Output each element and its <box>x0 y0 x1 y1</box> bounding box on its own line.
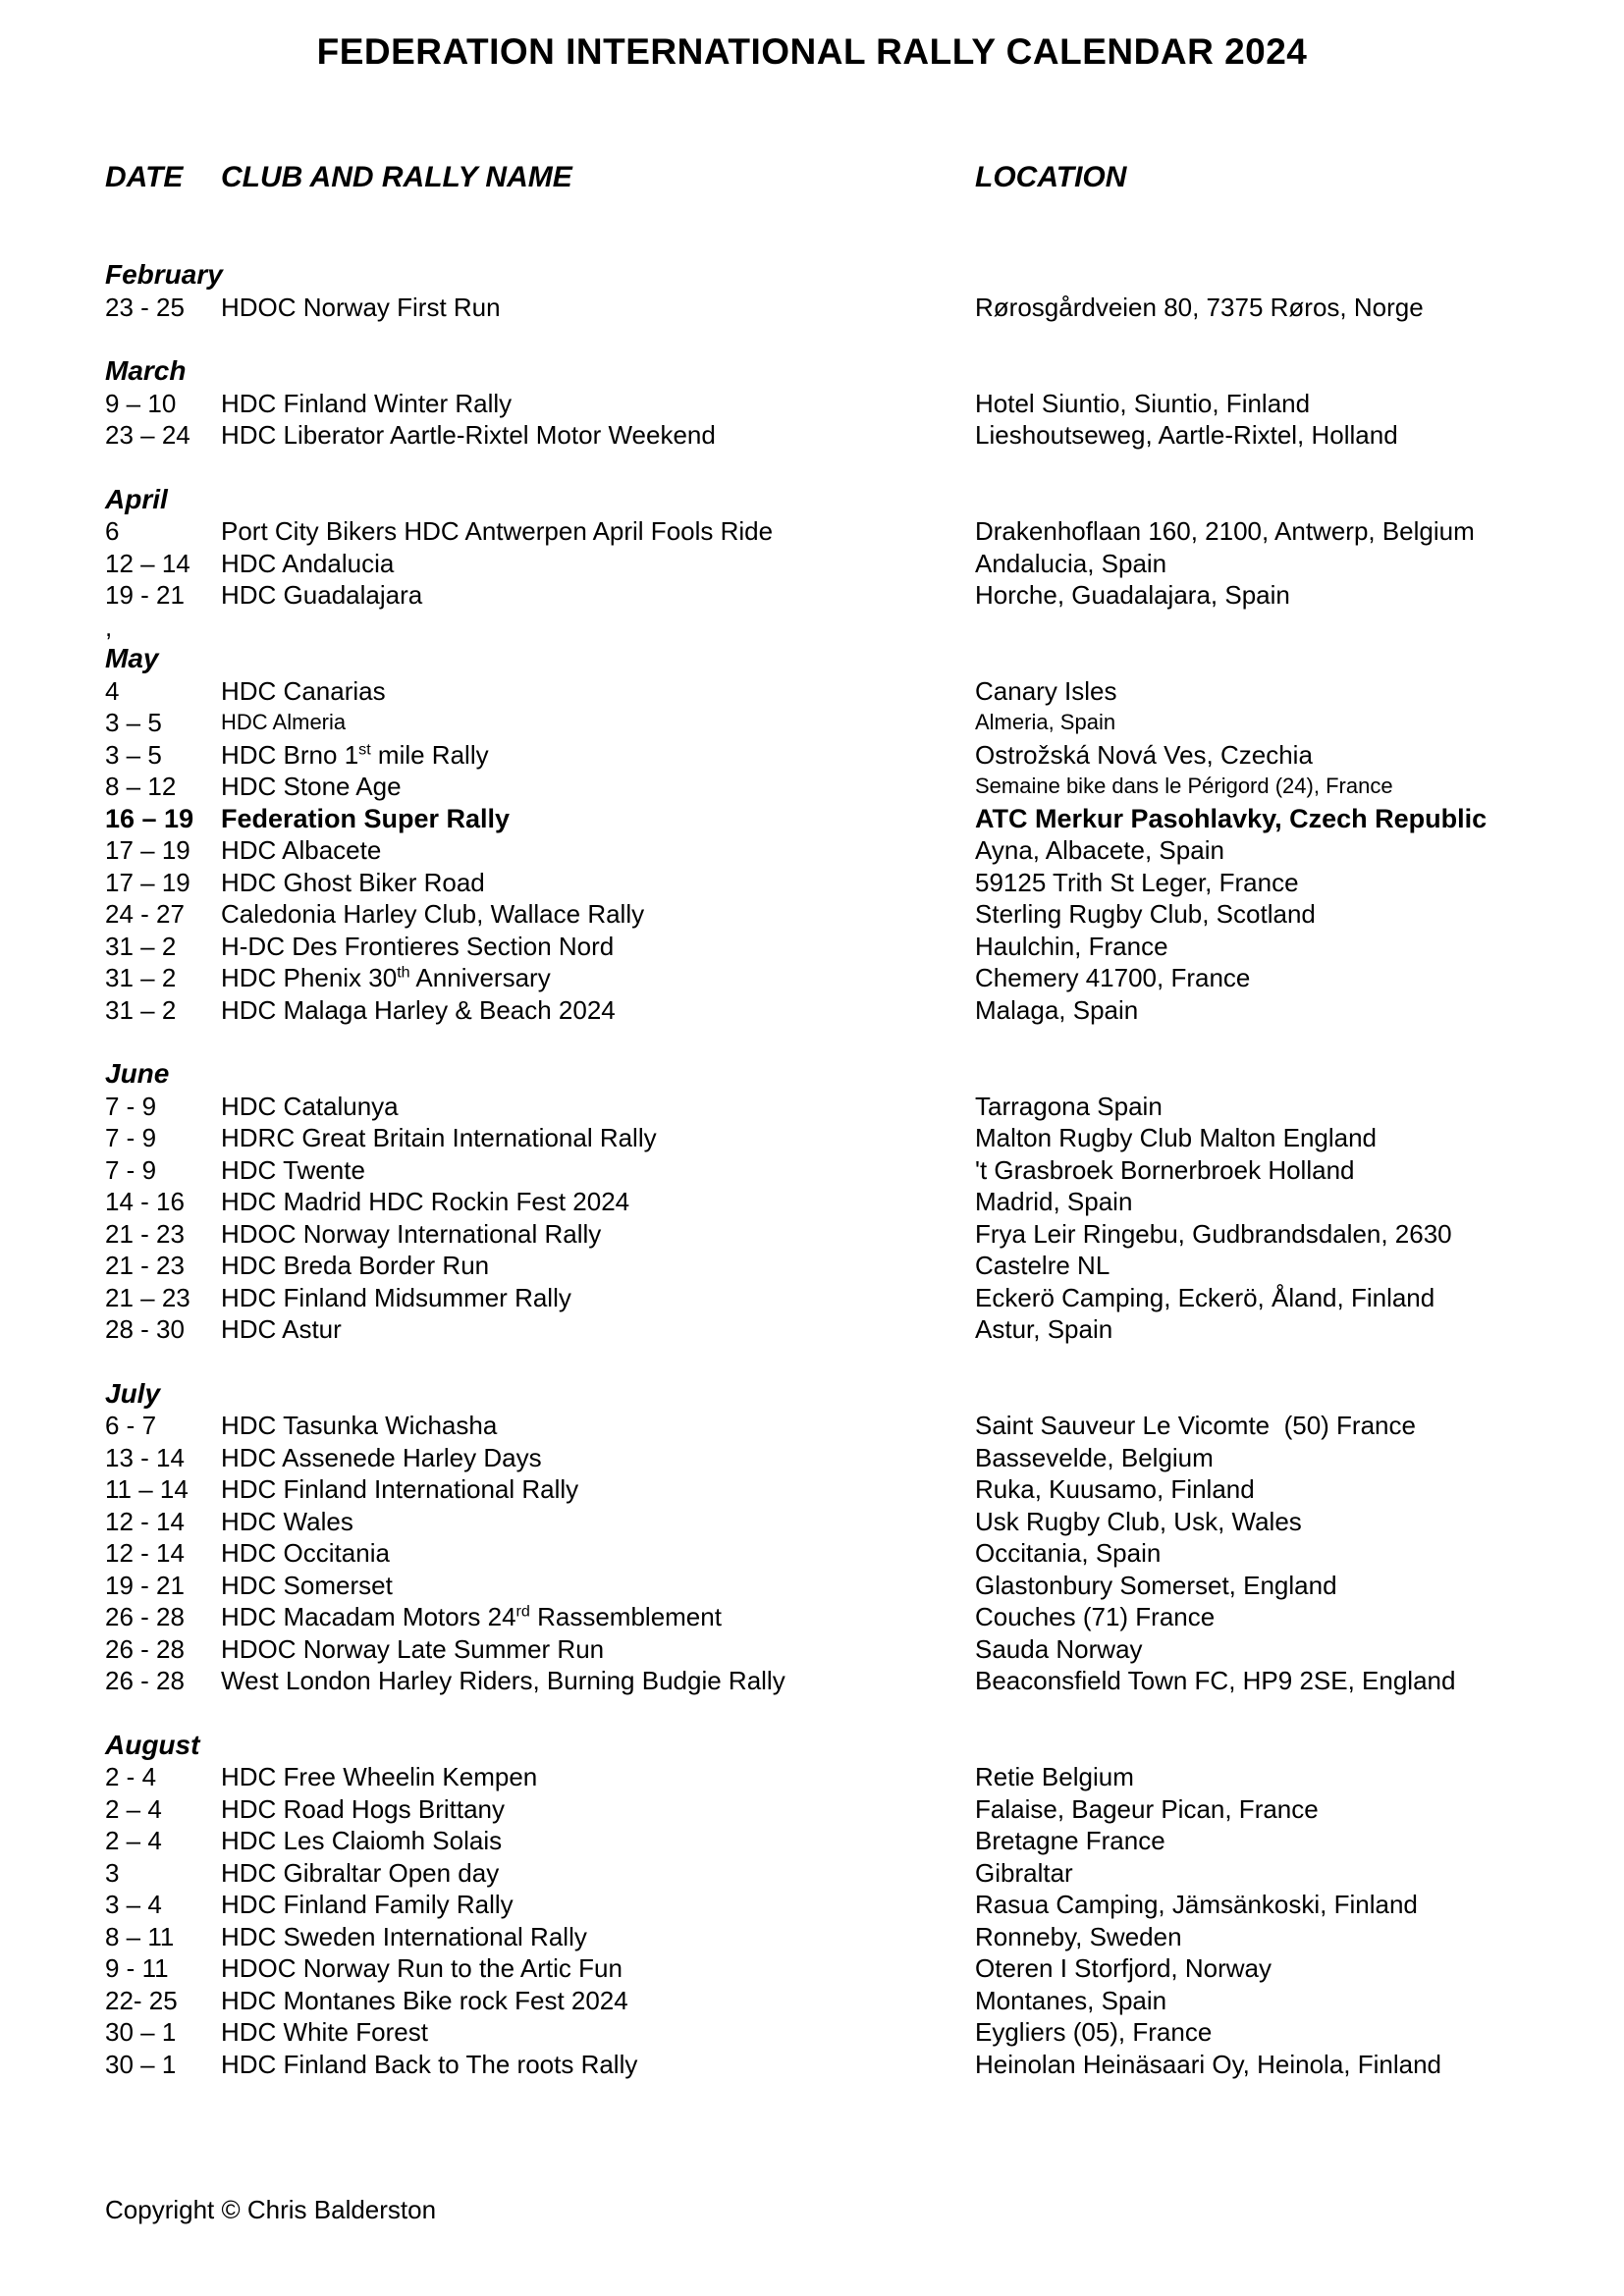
month-section <box>105 484 1585 644</box>
rally-location: Astur, Spain <box>975 1314 1113 1344</box>
rally-row <box>105 803 1585 835</box>
rally-location: Glastonbury Somerset, England <box>975 1570 1337 1600</box>
rally-date: 31 – 2 <box>105 994 177 1025</box>
rally-date: 2 – 4 <box>105 1826 162 1855</box>
rally-row <box>105 931 1585 963</box>
rally-club: Caledonia Harley Club, Wallace Rally <box>221 899 645 929</box>
rally-row <box>105 1154 1585 1187</box>
rally-row <box>105 1122 1585 1154</box>
rally-club: HDC Somerset <box>221 1570 393 1600</box>
rally-date: 3 <box>105 1857 120 1888</box>
ordinal-superscript: rd <box>515 1602 530 1621</box>
rally-date: 22- 25 <box>105 1985 178 2015</box>
rally-row <box>105 1857 1585 1890</box>
club-text-segment: Anniversary <box>409 963 551 992</box>
rally-date: 26 - 28 <box>105 1602 185 1631</box>
rally-date: 12 - 14 <box>105 1506 185 1536</box>
rally-row <box>105 292 1585 324</box>
rally-row <box>105 1665 1585 1697</box>
month-header: March <box>105 355 187 386</box>
rally-row <box>105 1889 1585 1921</box>
rally-location: 't Grasbroek Bornerbroek Holland <box>975 1154 1355 1185</box>
section-rows <box>105 515 1585 643</box>
rally-location: Rasua Camping, Jämsänkoski, Finland <box>975 1890 1418 1919</box>
document-title: FEDERATION INTERNATIONAL RALLY CALENDAR 2024 <box>316 31 1308 72</box>
rally-row <box>105 1506 1585 1538</box>
rally-club: HDC Assenede Harley Days <box>221 1442 542 1472</box>
rally-location: Saint Sauveur Le Vicomte (50) France <box>975 1411 1416 1440</box>
rally-location: Almeria, Spain <box>975 710 1116 734</box>
ordinal-superscript: th <box>397 963 410 982</box>
month-header: April <box>105 483 168 514</box>
rally-date: 30 – 1 <box>105 2049 177 2079</box>
rally-club: HDC Malaga Harley & Beach 2024 <box>221 994 616 1025</box>
rally-row <box>105 962 1585 994</box>
document-body <box>105 160 1585 2226</box>
month-section <box>105 259 1585 323</box>
rally-club: H-DC Des Frontieres Section Nord <box>221 931 615 961</box>
section-rows <box>105 1410 1585 1697</box>
stray-comma: , <box>105 612 113 642</box>
rally-date: 23 - 25 <box>105 292 185 322</box>
rally-date: 7 - 9 <box>105 1154 157 1185</box>
rally-row <box>105 1442 1585 1474</box>
rally-date: 16 – 19 <box>105 803 194 833</box>
rally-row <box>105 1952 1585 1985</box>
section-rows <box>105 292 1585 324</box>
rally-date: 21 – 23 <box>105 1282 190 1312</box>
rally-date: 11 – 14 <box>105 1474 189 1504</box>
section-rows <box>105 675 1585 1027</box>
rally-club <box>221 739 975 772</box>
rally-date: 12 – 14 <box>105 548 190 578</box>
rally-row <box>105 2049 1585 2081</box>
rally-date: 28 - 30 <box>105 1314 185 1344</box>
rally-date: 30 – 1 <box>105 2017 177 2047</box>
rally-club: HDOC Norway International Rally <box>221 1218 602 1249</box>
rally-location: Retie Belgium <box>975 1762 1134 1791</box>
rally-club: HDC Les Claiomh Solais <box>221 1826 503 1855</box>
rally-row <box>105 1410 1585 1442</box>
rally-location: Canary Isles <box>975 675 1117 706</box>
rally-location: Montanes, Spain <box>975 1985 1167 2015</box>
rally-date: 14 - 16 <box>105 1187 185 1216</box>
rally-location: Ayna, Albacete, Spain <box>975 835 1224 865</box>
rally-date: 3 – 5 <box>105 708 162 737</box>
rally-date: 6 - 7 <box>105 1411 157 1440</box>
rally-location: Sterling Rugby Club, Scotland <box>975 899 1316 929</box>
month-header: February <box>105 259 223 290</box>
rally-club: HDC Liberator Aartle-Rixtel Motor Weekend <box>221 420 716 450</box>
rally-location: Lieshoutseweg, Aartle-Rixtel, Holland <box>975 420 1398 450</box>
rally-date: 2 - 4 <box>105 1762 157 1791</box>
rally-club: HDC Wales <box>221 1506 353 1536</box>
rally-row <box>105 419 1585 452</box>
rally-club: HDC Twente <box>221 1154 365 1185</box>
column-header-date: DATE <box>105 161 184 193</box>
rally-date: 23 – 24 <box>105 420 190 450</box>
rally-row <box>105 1633 1585 1666</box>
rally-location: Hotel Siuntio, Siuntio, Finland <box>975 388 1311 418</box>
club-text-segment: HDC Phenix 30 <box>221 963 398 992</box>
copyright-text: Copyright © Chris Balderston <box>105 2195 437 2224</box>
rally-row <box>105 1282 1585 1314</box>
rally-location: Malaga, Spain <box>975 994 1139 1025</box>
rally-location: Drakenhoflaan 160, 2100, Antwerp, Belgium <box>975 516 1475 546</box>
rally-row <box>105 388 1585 420</box>
rally-club: HDC Road Hogs Brittany <box>221 1793 505 1824</box>
rally-date: 31 – 2 <box>105 931 177 961</box>
rally-club: West London Harley Riders, Burning Budgie Rally <box>221 1666 785 1695</box>
rally-row <box>105 515 1585 548</box>
rally-row <box>105 1537 1585 1570</box>
rally-row <box>105 1921 1585 1953</box>
rally-location: Heinolan Heinäsaari Oy, Heinola, Finland <box>975 2049 1441 2079</box>
rally-location: Bretagne France <box>975 1826 1165 1855</box>
rally-row <box>105 1218 1585 1251</box>
rally-row <box>105 675 1585 708</box>
rally-location: Eckerö Camping, Eckerö, Åland, Finland <box>975 1282 1435 1312</box>
month-section <box>105 643 1585 1026</box>
rally-row <box>105 2016 1585 2049</box>
rally-club <box>221 1601 975 1633</box>
rally-date: 21 - 23 <box>105 1251 185 1280</box>
rally-club: Port City Bikers HDC Antwerpen April Fools Ride <box>221 516 774 546</box>
rally-location: Beaconsfield Town FC, HP9 2SE, England <box>975 1666 1456 1695</box>
rally-row <box>105 1091 1585 1123</box>
rally-club: HDC Montanes Bike rock Fest 2024 <box>221 1985 628 2015</box>
rally-date: 7 - 9 <box>105 1091 157 1121</box>
rally-club: HDC Breda Border Run <box>221 1251 490 1280</box>
rally-date: 12 - 14 <box>105 1538 185 1568</box>
club-text-segment: HDC Brno 1 <box>221 739 359 770</box>
rally-date: 17 – 19 <box>105 867 190 897</box>
rally-club: HDC Almeria <box>221 710 347 734</box>
rally-location: Malton Rugby Club Malton England <box>975 1123 1378 1152</box>
rally-row <box>105 707 1585 739</box>
rally-club: HDC Finland International Rally <box>221 1474 579 1504</box>
rally-date: 19 - 21 <box>105 580 185 610</box>
rally-date: 4 <box>105 675 120 706</box>
rally-club: HDC Finland Family Rally <box>221 1890 514 1919</box>
month-header: July <box>105 1377 161 1409</box>
rally-date: 17 – 19 <box>105 835 190 865</box>
rally-location: Occitania, Spain <box>975 1538 1162 1568</box>
rally-row <box>105 1793 1585 1826</box>
column-header-club: CLUB AND RALLY NAME <box>221 161 572 193</box>
sections <box>105 259 1585 2080</box>
month-section <box>105 1730 1585 2081</box>
rally-location: Usk Rugby Club, Usk, Wales <box>975 1506 1302 1536</box>
club-text-segment: Rassemblement <box>529 1602 722 1631</box>
rally-club: HDC Canarias <box>221 675 386 706</box>
rally-club: HDC Gibraltar Open day <box>221 1857 500 1888</box>
rally-date: 31 – 2 <box>105 963 177 992</box>
rally-club <box>221 962 975 994</box>
rally-club: HDC Albacete <box>221 835 382 865</box>
rally-date: 8 – 12 <box>105 772 177 801</box>
rally-location: Ronneby, Sweden <box>975 1921 1182 1951</box>
rally-club: HDC Stone Age <box>221 772 402 801</box>
rally-date: 13 - 14 <box>105 1442 185 1472</box>
rally-row <box>105 1186 1585 1218</box>
month-header: May <box>105 643 159 673</box>
rally-row <box>105 1570 1585 1602</box>
ordinal-superscript: st <box>358 739 371 758</box>
rally-date: 19 - 21 <box>105 1570 185 1600</box>
rally-date: 3 – 5 <box>105 739 162 770</box>
rally-date: 3 – 4 <box>105 1890 162 1919</box>
rally-club: HDC Astur <box>221 1314 342 1344</box>
rally-club: HDC Occitania <box>221 1538 390 1568</box>
rally-location: Couches (71) France <box>975 1602 1216 1631</box>
rally-club: HDC Finland Winter Rally <box>221 388 513 418</box>
rally-club: HDC Sweden International Rally <box>221 1921 587 1951</box>
rally-row <box>105 1825 1585 1857</box>
rally-club: HDC Catalunya <box>221 1091 399 1121</box>
section-rows <box>105 388 1585 452</box>
rally-club: HDOC Norway First Run <box>221 292 501 322</box>
column-header-location: LOCATION <box>975 161 1127 193</box>
rally-row <box>105 739 1585 772</box>
rally-club: HDC Madrid HDC Rockin Fest 2024 <box>221 1187 630 1216</box>
rally-location: Ostrožská Nová Ves, Czechia <box>975 739 1313 770</box>
rally-location: Rørosgårdveien 80, 7375 Røros, Norge <box>975 292 1424 322</box>
rally-club: HDC Andalucia <box>221 548 395 578</box>
rally-club: HDC Guadalajara <box>221 580 423 610</box>
rally-row <box>105 1985 1585 2017</box>
rally-row <box>105 867 1585 899</box>
rally-club: HDC Ghost Biker Road <box>221 867 485 897</box>
section-rows <box>105 1091 1585 1346</box>
rally-location: Castelre NL <box>975 1251 1110 1280</box>
rally-location: Madrid, Spain <box>975 1187 1133 1216</box>
club-text-segment: mile Rally <box>370 739 489 770</box>
rally-club: HDC Tasunka Wichasha <box>221 1411 498 1440</box>
rally-date: 21 - 23 <box>105 1218 185 1249</box>
rally-location: Tarragona Spain <box>975 1091 1163 1121</box>
rally-location: Falaise, Bageur Pican, France <box>975 1793 1319 1824</box>
rally-date: 7 - 9 <box>105 1123 157 1152</box>
rally-row <box>105 1761 1585 1793</box>
rally-location: 59125 Trith St Leger, France <box>975 867 1299 897</box>
rally-location: Sauda Norway <box>975 1633 1143 1664</box>
rally-date: 6 <box>105 516 120 546</box>
rally-date: 24 - 27 <box>105 899 185 929</box>
rally-location: Horche, Guadalajara, Spain <box>975 580 1290 610</box>
rally-row <box>105 834 1585 867</box>
rally-location: Haulchin, France <box>975 931 1168 961</box>
rally-date: 9 - 11 <box>105 1953 169 1983</box>
column-headers <box>105 160 1585 195</box>
rally-row <box>105 1473 1585 1506</box>
rally-row <box>105 898 1585 931</box>
rally-row <box>105 994 1585 1027</box>
rally-date: 2 – 4 <box>105 1793 162 1824</box>
month-header: June <box>105 1058 170 1089</box>
rally-location: Oteren I Storfjord, Norway <box>975 1953 1272 1983</box>
section-rows <box>105 1761 1585 2080</box>
rally-club: HDC Finland Back to The roots Rally <box>221 2049 638 2079</box>
rally-club: HDC White Forest <box>221 2017 428 2047</box>
club-text-segment: HDC Macadam Motors 24 <box>221 1602 516 1631</box>
rally-date: 9 – 10 <box>105 388 177 418</box>
rally-location: Ruka, Kuusamo, Finland <box>975 1474 1255 1504</box>
rally-location: Frya Leir Ringebu, Gudbrandsdalen, 2630 <box>975 1218 1452 1249</box>
month-section <box>105 1058 1585 1346</box>
rally-row <box>105 579 1585 612</box>
rally-club: HDC Finland Midsummer Rally <box>221 1282 571 1312</box>
rally-row <box>105 1250 1585 1282</box>
rally-row <box>105 548 1585 580</box>
month-section <box>105 355 1585 452</box>
rally-location: Gibraltar <box>975 1857 1073 1888</box>
rally-location: Andalucia, Spain <box>975 548 1167 578</box>
rally-row <box>105 1601 1585 1633</box>
rally-club: HDOC Norway Late Summer Run <box>221 1633 605 1664</box>
rally-location: Semaine bike dans le Périgord (24), France <box>975 774 1393 798</box>
rally-club: HDC Free Wheelin Kempen <box>221 1762 538 1791</box>
rally-row <box>105 771 1585 803</box>
rally-location: ATC Merkur Pasohlavky, Czech Republic <box>975 803 1488 833</box>
rally-location: Eygliers (05), France <box>975 2017 1213 2047</box>
month-header: August <box>105 1729 200 1760</box>
rally-location: Chemery 41700, France <box>975 963 1251 992</box>
rally-date: 26 - 28 <box>105 1666 185 1695</box>
rally-club: Federation Super Rally <box>221 803 511 833</box>
rally-row <box>105 1313 1585 1346</box>
rally-date: 8 – 11 <box>105 1921 175 1951</box>
month-section <box>105 1378 1585 1697</box>
rally-club: HDRC Great Britain International Rally <box>221 1123 657 1152</box>
rally-club: HDOC Norway Run to the Artic Fun <box>221 1953 623 1983</box>
rally-location: Bassevelde, Belgium <box>975 1442 1214 1472</box>
rally-date: 26 - 28 <box>105 1633 185 1664</box>
